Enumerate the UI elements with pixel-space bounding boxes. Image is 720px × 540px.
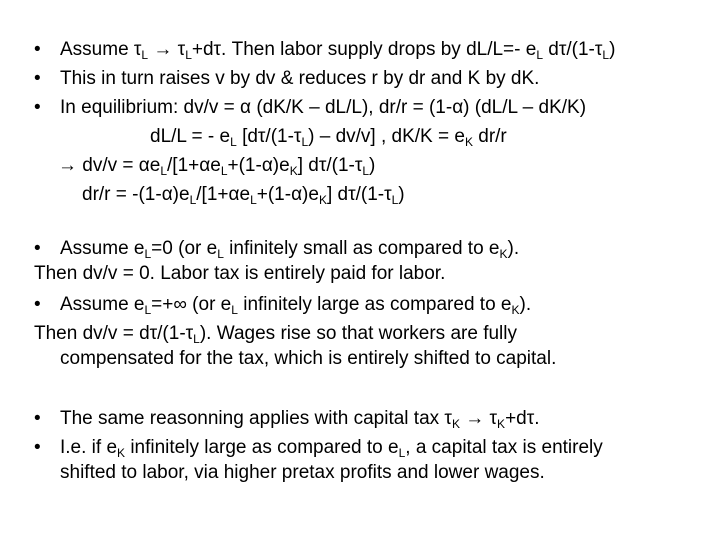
bullet-marker: • xyxy=(34,437,41,458)
text-fragment: ). Wages rise so that workers are fully xyxy=(199,323,517,344)
bullet-marker: • xyxy=(34,68,41,89)
bullet-marker: • xyxy=(34,97,41,118)
bullet-marker: • xyxy=(34,238,41,259)
text-fragment: ) – dv/v] , dK/K = e xyxy=(308,126,465,147)
text-fragment: Assume τ xyxy=(60,39,142,60)
text-fragment: → dv/v = αe xyxy=(58,155,161,176)
subscript: K xyxy=(289,164,298,178)
text-fragment: infinitely small as compared to e xyxy=(223,238,500,259)
bullet-line-assume-tax xyxy=(34,38,615,61)
text-fragment: Assume e xyxy=(60,238,145,259)
subscript: L xyxy=(250,193,257,207)
text-fragment: ] dτ/(1-τ xyxy=(326,184,392,205)
text-fragment: ) xyxy=(398,184,405,205)
subscript: L xyxy=(144,303,152,317)
bullet-line-el-infinite xyxy=(34,293,531,316)
text-fragment: I.e. if e xyxy=(60,437,118,458)
text-fragment: dr/r = -(1-α)e xyxy=(82,184,190,205)
text-fragment: Then dv/v = dτ/(1-τ xyxy=(34,323,194,344)
text-fragment: /[1+αe xyxy=(167,155,221,176)
text-fragment: +dτ. xyxy=(505,408,540,429)
text-fragment: Assume e xyxy=(60,294,145,315)
subscript: L xyxy=(602,48,610,62)
bullet-line-raises-v xyxy=(34,67,539,90)
text-fragment: ). xyxy=(507,238,520,259)
subscript: L xyxy=(217,247,224,261)
text-fragment: dr/r xyxy=(472,126,507,147)
text-fragment: infinitely large as compared to e xyxy=(237,294,512,315)
subscript: L xyxy=(362,164,370,178)
text-fragment: [dτ/(1-τ xyxy=(236,126,302,147)
subscript: L xyxy=(189,193,197,207)
text-fragment: Then dv/v = 0. Labor tax is entirely paid for labor. xyxy=(34,263,446,284)
bullet-marker: • xyxy=(34,408,41,429)
text-fragment: The same reasonning applies with capital tax τ xyxy=(60,408,452,429)
subscript: L xyxy=(398,446,406,460)
text-fragment: +(1-α)e xyxy=(227,155,290,176)
subscript: L xyxy=(141,48,149,62)
subscript: L xyxy=(536,48,544,62)
equation-dr-r xyxy=(82,183,405,206)
bullet-line-ek-infinite xyxy=(34,436,603,459)
text-line-shifted-to-capital xyxy=(60,347,556,370)
subscript: L xyxy=(231,303,238,317)
text-fragment: /[1+αe xyxy=(196,184,251,205)
subscript: L xyxy=(160,164,168,178)
text-fragment: ) xyxy=(369,155,376,176)
text-fragment: dτ/(1-τ xyxy=(543,39,603,60)
bullet-line-capital-tax xyxy=(34,407,540,430)
text-fragment: +dτ. Then labor supply drops by dL/L=- e xyxy=(191,39,537,60)
equation-dv-v xyxy=(58,154,375,177)
bullet-marker: • xyxy=(34,39,41,60)
text-fragment: =+∞ (or e xyxy=(151,294,232,315)
subscript: K xyxy=(511,303,520,317)
subscript: K xyxy=(318,193,327,207)
text-fragment: =0 (or e xyxy=(151,238,218,259)
text-fragment: , a capital tax is entirely xyxy=(405,437,603,458)
subscript: L xyxy=(301,135,309,149)
text-fragment: → τ xyxy=(148,39,186,60)
text-fragment: In equilibrium: dv/v = α (dK/K – dL/L), dr/r = (1-α) (dL/L – dK/K) xyxy=(60,97,587,118)
text-fragment: ] dτ/(1-τ xyxy=(297,155,363,176)
text-line-wages-rise xyxy=(34,322,517,345)
text-fragment: +(1-α)e xyxy=(256,184,319,205)
subscript: K xyxy=(117,446,126,460)
subscript: K xyxy=(451,417,460,431)
subscript: L xyxy=(391,193,399,207)
subscript: L xyxy=(144,247,152,261)
text-fragment: compensated for the tax, which is entirely shifted to capital. xyxy=(60,348,557,369)
equation-dl-dk xyxy=(150,125,507,148)
subscript: K xyxy=(464,135,473,149)
text-fragment: → τ xyxy=(459,408,498,429)
text-fragment: ) xyxy=(609,39,616,60)
subscript: L xyxy=(220,164,228,178)
subscript: L xyxy=(193,332,200,346)
subscript: K xyxy=(499,247,508,261)
text-line-shifted-to-labor xyxy=(60,461,545,484)
bullet-line-el-zero xyxy=(34,237,519,260)
text-fragment: infinitely large as compared to e xyxy=(125,437,399,458)
bullet-line-equilibrium xyxy=(34,96,586,119)
text-fragment: shifted to labor, via higher pretax profits and lower wages. xyxy=(60,462,545,483)
subscript: L xyxy=(230,135,237,149)
bullet-marker: • xyxy=(34,294,41,315)
subscript: L xyxy=(185,48,192,62)
text-fragment: dL/L = - e xyxy=(150,126,231,147)
text-fragment: This in turn raises v by dv & reduces r by dr and K by dK. xyxy=(60,68,540,89)
subscript: K xyxy=(497,417,506,431)
text-fragment: ). xyxy=(519,294,532,315)
text-line-labor-tax-paid xyxy=(34,262,445,285)
